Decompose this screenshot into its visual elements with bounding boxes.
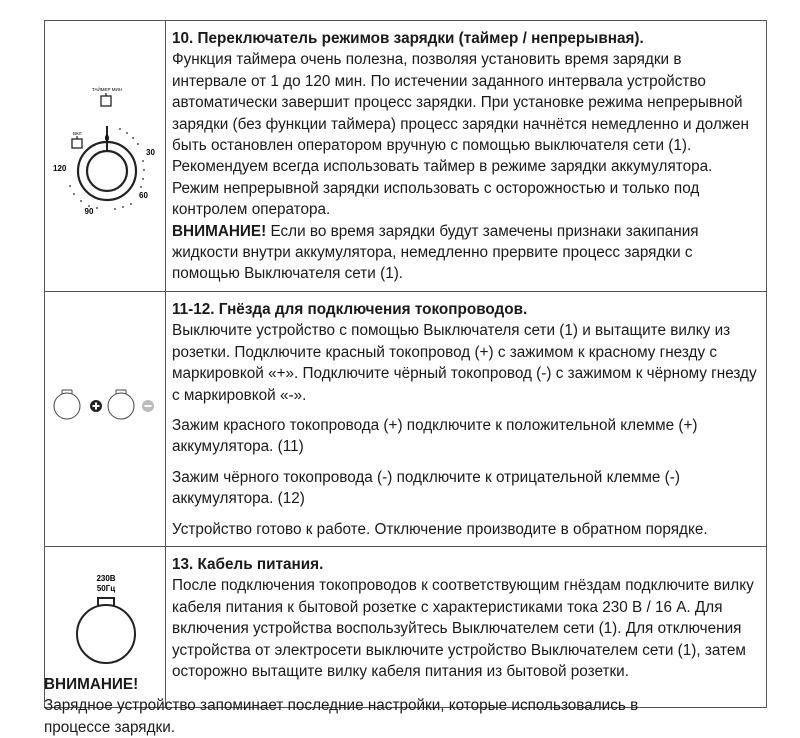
section-text: Функция таймера очень полезна, позволяя установить время зарядки в интервале от 1 до 120 мин. По истечении заданного интервала устройство автоматически завершит процесс зарядки. При установке режима непрерывной зарядки (без функции таймера) процесс зарядки начнётся немедленно и должен быть остановлен оператором вручную с помощью выключателя сети (1). Рекомендуем всегда использовать таймер в режиме зарядки аккумулятора. Режим непрерывной зарядки использовать с осторожностью и только под контролем оператора. bbox=[172, 51, 749, 219]
sockets-cell bbox=[45, 291, 166, 546]
dial-mark-30: 30 bbox=[146, 148, 155, 157]
section-title: 13. Кабель питания. bbox=[172, 555, 324, 573]
continuous-mode-icon bbox=[72, 139, 82, 148]
positive-socket-icon bbox=[54, 393, 80, 419]
sockets-para-3: Зажим чёрного токопровода (-) подключите к отрицательной клемме (-) аккумулятора. (12) bbox=[172, 468, 680, 508]
sockets-para-2: Зажим красного токопровода (+) подключите к положительной клемме (+) аккумулятора. (11) bbox=[172, 416, 698, 456]
note-text: Зарядное устройство запоминает последние настройки, которые использовались в процессе зарядки. bbox=[44, 697, 639, 736]
dial-mark-90: 90 bbox=[84, 207, 94, 216]
note-title: ВНИМАНИЕ! bbox=[44, 676, 139, 693]
warning-label: ВНИМАНИЕ! bbox=[172, 222, 267, 240]
frequency-label: 50Гц bbox=[96, 583, 116, 593]
instructions-table bbox=[44, 20, 767, 708]
voltage-label: 230В bbox=[96, 573, 116, 583]
final-note bbox=[44, 674, 764, 738]
dial-knob[interactable] bbox=[87, 151, 127, 191]
power-socket-icon bbox=[77, 605, 135, 663]
row-timer-switch bbox=[45, 21, 767, 292]
sockets-icon bbox=[45, 292, 165, 522]
section-title: 11-12. Гнёзда для подключения токопроводов. bbox=[172, 300, 528, 318]
section-title: 10. Переключатель режимов зарядки (таймер / непрерывная). bbox=[172, 30, 644, 47]
timer-dial-cell bbox=[45, 21, 166, 292]
timer-dial-icon bbox=[45, 21, 165, 271]
dial-mark-60: 60 bbox=[139, 191, 148, 200]
row-sockets bbox=[45, 291, 767, 546]
sockets-para-1: Выключите устройство с помощью Выключателя сети (1) и вытащите вилку из розетки. Подключите красный токопровод (+) с зажимом к красному гнезду с маркировкой «+». Подключите чёрный токопровод (-) с зажимом к чёрному гнезду с маркировкой «-». bbox=[172, 322, 757, 404]
sockets-description bbox=[166, 291, 767, 546]
negative-socket-icon bbox=[108, 393, 134, 419]
dial-mark-120: 120 bbox=[53, 164, 67, 173]
dial-timer-label: ТАЙМЕР МИН bbox=[91, 87, 123, 92]
timer-switch-description bbox=[166, 21, 767, 292]
warning-text: Если во время зарядки будут замечены признаки закипания жидкости внутри аккумулятора, немедленно прервите процесс зарядки с помощью Выключателя сети (1). bbox=[172, 222, 699, 283]
dial-mark-0: 0 bbox=[104, 134, 110, 143]
section-text: После подключения токопроводов к соответствующим гнёздам подключите вилку кабеля питания к бытовой розетке с характеристиками тока 230 В / 16 А. Для включения устройства воспользуйтесь Выключателем сети (1). Для отключения устройства от электросети выключите устройство Выключателем сети (1), затем осторожно вытащите вилку кабеля питания из бытовой розетки. bbox=[172, 577, 754, 680]
timer-mode-icon bbox=[101, 96, 111, 106]
dial-on-label: ВКЛ bbox=[73, 131, 82, 136]
sockets-para-4: Устройство готово к работе. Отключение производите в обратном порядке. bbox=[172, 520, 708, 538]
